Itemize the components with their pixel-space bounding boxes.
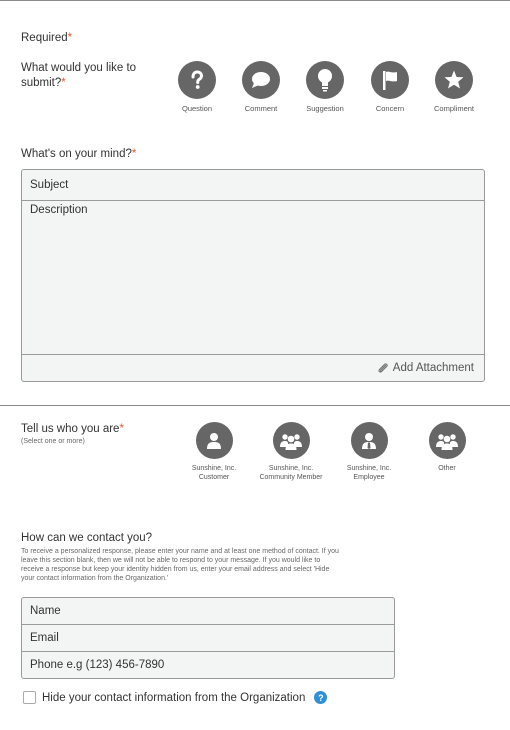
top-divider	[0, 0, 510, 1]
who-label: Tell us who you are* (Select one or more)	[21, 423, 124, 445]
contact-description: To receive a personalized response, please enter your name and at least one method of contact. If you leave this section blank, then we will not be able to respond to your message. If you would like to receive a response but keep your identity hidden from us, enter your email address and select 'Hide your contact information from the Organization.'	[21, 548, 339, 582]
message-box	[21, 169, 485, 382]
lightbulb-icon	[306, 61, 344, 99]
submit-type-options	[176, 61, 486, 121]
mind-label: What's on your mind?*	[21, 148, 137, 160]
option-other[interactable]: Other	[412, 422, 482, 473]
contact-fields	[21, 597, 395, 679]
contact-label: How can we contact you? To receive a personalized response, please enter your name and at least one method of contact. If you leave this section blank, then we will not be able to respond to your message. If you would like to receive a response but keep your identity hidden from us, enter your email address and select 'Hide your contact information from the Organization.'	[21, 531, 401, 583]
email-field[interactable]: Email	[22, 625, 394, 652]
hide-contact-checkbox[interactable]	[23, 691, 36, 704]
help-icon[interactable]: ?	[314, 691, 327, 704]
hide-contact-row	[23, 691, 327, 704]
comment-icon	[242, 61, 280, 99]
option-community-member[interactable]: Sunshine, Inc. Community Member	[256, 422, 326, 482]
subject-input[interactable]: Subject	[22, 170, 484, 201]
option-question[interactable]: Question	[165, 61, 229, 113]
employee-icon	[351, 422, 388, 459]
hide-contact-label: Hide your contact information from the Organization	[42, 691, 306, 704]
section-divider	[0, 405, 510, 406]
option-employee[interactable]: Sunshine, Inc. Employee	[334, 422, 404, 482]
name-field[interactable]: Name	[22, 598, 394, 625]
description-textarea[interactable]: Description	[22, 201, 484, 355]
option-customer[interactable]: Sunshine, Inc. Customer	[179, 422, 249, 482]
option-compliment[interactable]: Compliment	[422, 61, 486, 113]
question-icon	[178, 61, 216, 99]
star-icon	[435, 61, 473, 99]
option-comment[interactable]: Comment	[229, 61, 293, 113]
group-icon	[273, 422, 310, 459]
submit-type-label: What would you like to submit?*	[21, 62, 137, 89]
flag-icon	[371, 61, 409, 99]
who-options	[182, 422, 482, 492]
add-attachment-button[interactable]: Add Attachment	[22, 355, 484, 381]
person-icon	[196, 422, 233, 459]
required-note: Required*	[21, 32, 73, 44]
option-concern[interactable]: Concern	[358, 61, 422, 113]
paperclip-icon	[377, 362, 389, 374]
phone-field[interactable]: Phone e.g (123) 456-7890	[30, 659, 165, 671]
who-hint: (Select one or more)	[21, 438, 85, 445]
option-suggestion[interactable]: Suggestion	[293, 61, 357, 113]
group-icon	[429, 422, 466, 459]
